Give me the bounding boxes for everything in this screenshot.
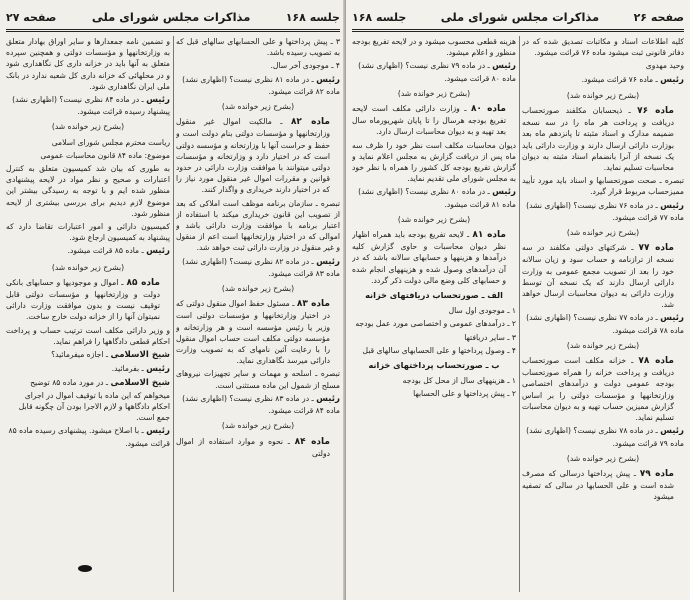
article-paragraph — [6, 277, 170, 323]
paragraph-text: ۲ ـ پیش پرداختها و علی الحسابها — [413, 389, 516, 399]
section-heading: الف ـ صورتحساب دریافتهای خزانه — [365, 290, 503, 301]
right-page-right-column — [522, 36, 684, 596]
paragraph-text: ـ وزارت دارائی مکلف است لایحه تفریغ بودجه هرسال را تا پایان شهریورماه سال بعد تهیه و به دیوان محاسبات ارسال دارد. — [352, 104, 506, 137]
speaker-name: رئیس — [660, 426, 684, 437]
article-paragraph — [176, 436, 340, 459]
speaker-line — [6, 377, 170, 423]
paragraph-text: ۴ ـ وصول پرداختها و علی الحسابهای سالهای قبل — [362, 345, 516, 355]
reading-note: (بشرح زیر خوانده شد) — [221, 421, 295, 431]
paragraph-text: ۲ ـ درآمدهای عمومی و اختصاصی مورد عمل بودجه — [355, 319, 516, 329]
speaker-line — [6, 363, 170, 375]
speaker-name: رئیس — [492, 187, 516, 198]
paragraph-text: ـ خزانه مکلف است صورتحساب دریافت و پرداخت خزانه را همراه صورتحساب بودجه عمومی دولت و درآمدهای اختصاصی وزارتخانهها و مؤسسات دولتی را بر اساس گزارش ممیزین حساب تهیه و به دیوان محاسبات تسلیم نماید. — [522, 356, 674, 423]
reading-note: (بشرح زیر خوانده شد) — [566, 228, 640, 238]
speaker-name: رئیس — [316, 256, 340, 267]
article-number: ماده ۸۲ — [290, 117, 330, 128]
paragraph-text: ـ شرکتهای دولتی مکلفند در سه نسخه از ترازنامه و حساب سود و زیان سالانه خود را بعد از تصویب مجمع عمومی به وزارت دارائی ارسال دارند که یک نسخه آن توسط وزارت دارائی به دیوان محاسبات ارسال خواهد شد. — [522, 243, 674, 310]
left-page-title: مذاکرات مجلس شورای ملی — [91, 10, 251, 24]
paragraph-text: تبصره ـ صحت صورتحسابها و اسناد باید مورد تأیید ممیزحساب مربوط قرار گیرد. — [522, 176, 684, 197]
speaker-name: رئیس — [660, 200, 684, 211]
article-paragraph — [522, 105, 684, 173]
speaker-line — [6, 245, 170, 257]
speaker-line — [176, 256, 340, 279]
paragraph-text: ـ بفرمائید. — [111, 364, 144, 374]
speaker-name: رئیس — [660, 313, 684, 324]
article-number: ماده ۸۵ — [126, 277, 160, 288]
left-page-right-column — [176, 36, 340, 596]
speaker-name: رئیس — [146, 426, 170, 437]
ink-blot — [78, 565, 92, 572]
left-page-header — [6, 6, 340, 28]
paragraph-text: ـ اجازه میفرمائید؟ — [51, 350, 109, 360]
speaker-name: شیخ الاسلامی — [110, 350, 170, 361]
left-page-number: صفحه ۲۷ — [6, 10, 57, 24]
paragraph-text: ۳ ـ پیش پرداختها و علی الحسابهای سالهای قبل که به تصویب رسیده باشد. — [176, 37, 340, 58]
speaker-line — [352, 186, 516, 209]
article-paragraph — [176, 116, 340, 195]
paragraph-text: ـ با اصلاح میشود. پیشنهادی رسیده ماده ۸۵ قرائت میشود. — [8, 426, 170, 448]
right-page — [346, 0, 690, 600]
article-paragraph — [522, 468, 684, 503]
section-heading: ب ـ صورتحساب پرداختهای خزانه — [368, 360, 500, 371]
article-paragraph — [352, 103, 516, 138]
article-number: ماده ۷۷ — [638, 243, 674, 254]
paragraph-text: ـ لایحه تفریغ بودجه باید همراه اظهار نظر دیوان محاسبات و حاوی گزارش کلیه درآمدها و هزینهها و حسابهای سالانه باشد که در آن درآمدهای وصول شده و هزینههای انجام شده و حسابهای کلی وضع مالی دولت ذکر گردد. — [352, 230, 506, 285]
paragraph-text: ـ ماده ۸۵ قرائت میشود. — [67, 246, 144, 256]
right-column-divider — [519, 36, 520, 592]
paragraph-text: ـ ذیحسابان مکلفند صورتحساب دریافت و پرداخت هر ماه را در سه نسخه ضمیمه مدارک و اسناد مثبته تا پانزدهم ماه بعد بوزارت دارائی ارسال دارند و وزارت دارائی باید یک نسخه از آنرا بانضمام اسناد مثبته به دیوان محاسبات تسلیم نماید. — [522, 106, 674, 173]
paragraph-text: و وزیر دارائی مکلف است ترتیب حساب و پرداخت احکام قطعی دادگاهها را فراهم نماید. — [6, 325, 170, 346]
article-number: ماده ۸۳ — [296, 299, 330, 310]
speaker-line — [6, 425, 170, 448]
left-page-left-column — [6, 36, 170, 596]
article-number: ماده ۷۶ — [637, 106, 674, 117]
speaker-name: رئیس — [316, 393, 340, 404]
right-page-left-column — [352, 36, 516, 596]
speaker-name: رئیس — [146, 246, 170, 257]
paragraph-text: به طوری که بیان شد کمیسیون متعلق به کنترل اعتبارات و صحیح و نظر مواد در لایحه پیشنهادی منظور شده ایم و با توجه به رسیدگی بیشتر این موضوع لازم دیدیم برای بررسی بیشتری از لایحه منظور شود. — [6, 164, 170, 218]
reading-note: (بشرح زیر خوانده شد) — [221, 102, 295, 112]
article-number: ماده ۸۱ — [472, 230, 506, 241]
paragraph-text: ۱ ـ هزینههای سال از محل کل بودجه — [402, 376, 516, 386]
reading-note: (بشرح زیر خوانده شد) — [566, 453, 640, 463]
paragraph-text: موضوع: ماده ۸۴ قانون محاسبات عمومی — [40, 150, 170, 160]
paragraph-text: ـ مسئول حفظ اموال منقول دولتی که در اختیار وزارتخانهها و مؤسسات دولتی است وزیر یا رئیس مؤسسه است و هر وزارتخانه و مؤسسه دولتی مکلف است حساب اموال منقول را با رعایت آئین نامهای که به تصویب وزارت دارائی میرسد نگاهداری نماید. — [176, 299, 330, 366]
paragraph-text: ـ در ماده ۸۰ نظری نیست؟ (اظهاری نشد) ماده ۸۱ قرائت میشود. — [358, 187, 516, 209]
speaker-line — [6, 349, 170, 361]
reading-note: (بشرح زیر خوانده شد) — [397, 88, 471, 98]
reading-note: (بشرح زیر خوانده شد) — [221, 284, 295, 294]
reading-note: (بشرح زیر خوانده شد) — [397, 214, 471, 224]
speaker-name: شیخ الاسلامی — [110, 378, 170, 389]
speaker-name: رئیس — [316, 74, 340, 85]
paragraph-text: ـ در ماده ۸۳ نظری نیست؟ (اظهاری نشد) ماده ۸۴ قرائت میشود. — [182, 393, 340, 416]
paragraph-text: کمیسیون دارائی و امور اعتبارات تقاضا دارد که پیشنهاد به کمیسیون ارجاع شود. — [6, 222, 170, 243]
paragraph-text: ـ نحوه و موارد استفاده از اموال دولتی — [176, 436, 330, 458]
paragraph-text: ـ در ماده ۷۸ نظری نیست؟ (اظهاری نشد) ماده ۷۹ قرائت میشود. — [526, 426, 684, 448]
reading-note: (بشرح زیر خوانده شد) — [51, 122, 125, 132]
right-page-title: مذاکرات مجلس شورای ملی — [440, 10, 600, 24]
paragraph-text: ـ در ماده ۷۷ نظری نیست؟ (اظهاری نشد) ماده ۷۸ قرائت میشود. — [526, 313, 684, 335]
speaker-line — [522, 74, 684, 86]
paragraph-text: ـ در مورد ماده ۸۵ توضیح میخواهم که این ماده با توقیف اموال در اجرای احکام دادگاهها و لازم الاجرا بودن آن چگونه قابل جمع است. — [18, 378, 170, 423]
right-page-header — [352, 6, 684, 28]
article-number: ماده ۸۴ — [294, 436, 330, 447]
article-number: ماده ۷۸ — [638, 356, 674, 367]
paragraph-text: ـ ماده ۷۶ قرائت میشود. — [581, 74, 658, 84]
article-number: ماده ۸۰ — [470, 104, 506, 115]
paragraph-text: کلیه اطلاعات اسناد و مکاتبات تصدیق شده که در دفاتر قانونی ثبت میشود ماده ۷۶ قرائت میشود. — [522, 37, 684, 58]
paragraph-text: دیوان محاسبات مکلف است نظر خود را ظرف سه ماه پس از دریافت گزارش به مجلس اعلام نماید و گزارش تفریغ بودجه کل کشور را همراه با نظر خود به مجلس شورای ملی تقدیم نماید. — [352, 140, 516, 184]
left-header-rule — [6, 29, 340, 32]
left-page-session: جلسه ۱۶۸ — [285, 10, 340, 24]
speaker-name: رئیس — [660, 74, 684, 85]
speaker-name: رئیس — [492, 61, 516, 72]
paragraph-text: ۳ ـ سایر دریافتها — [464, 332, 516, 342]
article-paragraph — [522, 355, 684, 423]
right-page-session: جلسه ۱۶۸ — [352, 10, 407, 24]
reading-note: (بشرح زیر خوانده شد) — [51, 262, 125, 272]
paragraph-text: ـ در ماده ۸۴ نظری نیست؟ (اظهاری نشد) پیشنهاد رسیده قرائت میشود. — [12, 95, 170, 117]
paragraph-text: ریاست محترم مجلس شورای اسلامی — [51, 137, 170, 147]
paragraph-text: وحید مهدوی — [645, 61, 684, 71]
paragraph-text: و تضمین نامه جمعدارها و سایر اوراق بهادار متعلق به وزارتخانهها و مؤسسات دولتی و همچنین سپرده متعلق به آنها باید در خزانه داری کل نگاهداری شود و در محلهائی که خزانه داری کل شعبه ندارد در بانک ملی ایران نگاهداری شود. — [6, 37, 170, 91]
paragraph-text: ـ پیش پرداختها درسالی که مصرف شده است و علی الحسابها در سالی که تصفیه میشود — [522, 468, 674, 502]
left-column-divider — [173, 36, 174, 592]
speaker-line — [522, 312, 684, 335]
speaker-line — [522, 200, 684, 223]
article-paragraph — [352, 229, 516, 286]
speaker-line — [176, 74, 340, 97]
article-paragraph — [522, 242, 684, 310]
speaker-line — [522, 425, 684, 448]
reading-note: (بشرح زیر خوانده شد) — [566, 340, 640, 350]
speaker-line — [352, 60, 516, 83]
paragraph-text: ۱ ـ موجودی اول سال — [448, 306, 516, 316]
paragraph-text: تبصره ـ اسلحه و مهمات و سایر تجهیزات نیروهای مسلح از شمول این ماده مستثنی است. — [176, 369, 340, 390]
paragraph-text: ـ در ماده ۷۹ نظری نیست؟ (اظهاری نشد) ماده ۸۰ قرائت میشود. — [358, 61, 516, 83]
speaker-line — [176, 393, 340, 416]
paragraph-text: ـ مالکیت اموال غیر منقول وزارتخانهها و مؤسسات دولتی بنام دولت است و حفظ و حراست آنها با وزارتخانه و مؤسسه دولتی است که در اختیار دارد و وزارتخانه و مؤسسات دولتی میتوانند با موافقت وزارت دارائی در حدود قوانین و مقررات اموال غیر منقول مورد نیاز را که در اختیار دارند خریداری و واگذار کنند. — [176, 117, 330, 195]
article-number: ماده ۷۹ — [639, 468, 674, 479]
paragraph-text: ۴ ـ موجودی آخر سال. — [270, 61, 340, 71]
paragraph-text: هزینه قطعی محسوب میشود و در لایحه تفریغ بودجه منظور و اعلام میشود. — [352, 37, 516, 58]
speaker-name: رئیس — [146, 364, 170, 375]
right-header-rule — [352, 29, 684, 32]
reading-note: (بشرح زیر خوانده شد) — [566, 90, 640, 100]
speaker-line — [6, 94, 170, 117]
paragraph-text: ـ در ماده ۷۶ نظری نیست؟ (اظهاری نشد) ماده ۷۷ قرائت میشود. — [526, 200, 684, 222]
paragraph-text: ـ در ماده ۸۲ نظری نیست؟ (اظهاری نشد) ماده ۸۳ قرائت میشود. — [182, 256, 340, 278]
paragraph-text: ـ در ماده ۸۱ نظری نیست؟ (اظهاری نشد) ماده ۸۲ قرائت میشود. — [182, 74, 340, 96]
speaker-name: رئیس — [146, 95, 170, 106]
paragraph-text: ـ اموال و موجودیها و حسابهای بانکی دولت و وزارتخانهها و مؤسسات دولتی قابل توقیف نیست و بدون موافقت وزارت دارائی نمیتوان آنها را از خزانه دولت خارج ساخت. — [6, 277, 160, 322]
paragraph-text: تبصره ـ سازمان برنامه موظف است املاکی که بعد از تصویب این قانون خریداری میکند با استفاده از اعتبار برنامه با موافقت وزارت دارائی باشد و اموالی که در اختیار وزارتخانهها است اعم از منقول و غیر منقول در وزارت دارائی ثبت خواهد شد. — [176, 198, 340, 253]
article-paragraph — [176, 298, 340, 366]
right-page-number: صفحه ۲۶ — [633, 10, 684, 24]
